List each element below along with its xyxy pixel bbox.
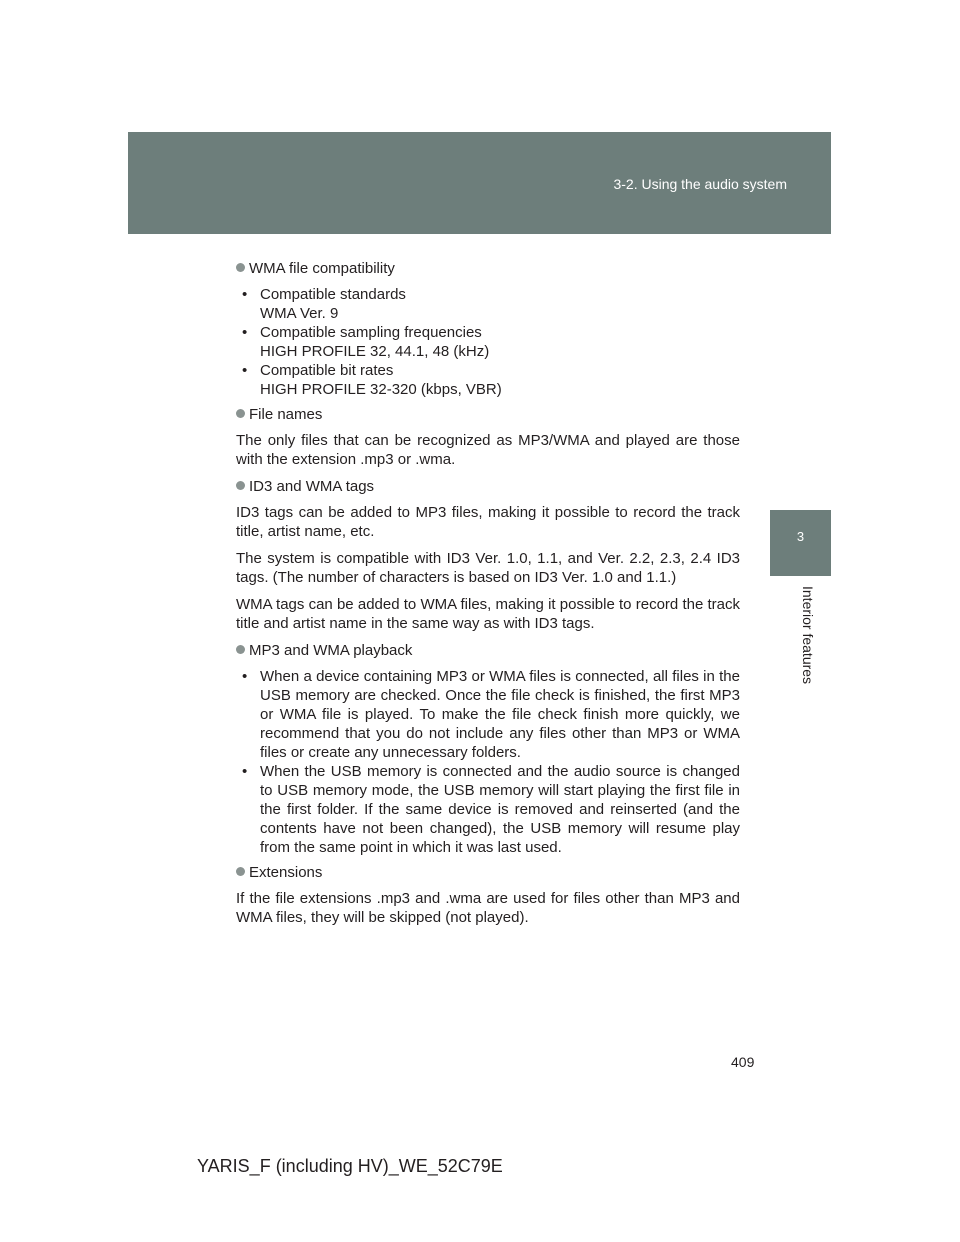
list-item <box>236 667 740 762</box>
spec-label: Compatible bit rates <box>260 362 394 379</box>
page-number: 409 <box>731 1054 755 1070</box>
chapter-tab <box>770 510 831 576</box>
list-item-text: When the USB memory is connected and the audio source is changed to USB memory mode, the USB memory will start playing the first file in the first folder. If the same device is removed and reinserted (and the contents have not been changed), the USB memory will resume play from the same point in which it was last used. <box>260 763 740 856</box>
bullet-dot-icon: • <box>242 362 248 379</box>
chapter-title: Interior features <box>800 586 816 685</box>
header-band <box>128 132 831 234</box>
list-item <box>236 323 740 361</box>
section-heading-text: ID3 and WMA tags <box>249 478 375 495</box>
section-heading-text: MP3 and WMA playback <box>249 642 413 659</box>
section-title: 3-2. Using the audio system <box>613 176 787 192</box>
document-code: YARIS_F (including HV)_WE_52C79E <box>197 1156 503 1176</box>
paragraph: WMA tags can be added to WMA files, making it possible to record the track title and artist name in the same way as with ID3 tags. <box>236 596 740 632</box>
paragraph: ID3 tags can be added to MP3 files, making it possible to record the track title, artist name, etc. <box>236 504 740 540</box>
section-heading-text: Extensions <box>249 864 323 881</box>
list-item-text: When a device containing MP3 or WMA files is connected, all files in the USB memory are checked. Once the file check is finished, the first MP3 or WMA file is played. To make the file check finish more quickly, we recommend that you do not include any files other than MP3 or WMA files or create any unnecessary folders. <box>260 668 740 761</box>
paragraph: The only files that can be recognized as MP3/WMA and played are those with the extension .mp3 or .wma. <box>236 432 740 468</box>
bullet-dot-icon: • <box>242 324 248 341</box>
section-heading <box>236 641 740 660</box>
spec-label: Compatible standards <box>260 286 406 303</box>
bullet-circle-icon <box>236 409 245 418</box>
section-heading <box>236 863 740 882</box>
paragraph: The system is compatible with ID3 Ver. 1.0, 1.1, and Ver. 2.2, 2.3, 2.4 ID3 tags. (The number of characters is based on ID3 Ver. 1.0 and 1.1.) <box>236 550 740 586</box>
spec-value: HIGH PROFILE 32, 44.1, 48 (kHz) <box>260 343 490 360</box>
playback-list <box>236 667 740 857</box>
bullet-dot-icon: • <box>242 763 248 780</box>
bullet-circle-icon <box>236 263 245 272</box>
bullet-circle-icon <box>236 645 245 654</box>
chapter-title-vertical <box>770 586 831 696</box>
spec-list <box>236 285 740 399</box>
section-heading <box>236 477 740 496</box>
spec-value: WMA Ver. 9 <box>260 305 339 322</box>
page-content <box>236 259 740 935</box>
section-heading-text: WMA file compatibility <box>249 260 395 277</box>
bullet-circle-icon <box>236 481 245 490</box>
section-heading <box>236 259 740 278</box>
chapter-number: 3 <box>796 529 805 544</box>
paragraph: If the file extensions .mp3 and .wma are used for files other than MP3 and WMA files, they will be skipped (not played). <box>236 890 740 926</box>
list-item <box>236 285 740 323</box>
section-heading <box>236 405 740 424</box>
list-item <box>236 762 740 857</box>
bullet-circle-icon <box>236 867 245 876</box>
bullet-dot-icon: • <box>242 668 248 685</box>
spec-value: HIGH PROFILE 32-320 (kbps, VBR) <box>260 381 502 398</box>
list-item <box>236 361 740 399</box>
spec-label: Compatible sampling frequencies <box>260 324 482 341</box>
section-heading-text: File names <box>249 406 323 423</box>
bullet-dot-icon: • <box>242 286 248 303</box>
